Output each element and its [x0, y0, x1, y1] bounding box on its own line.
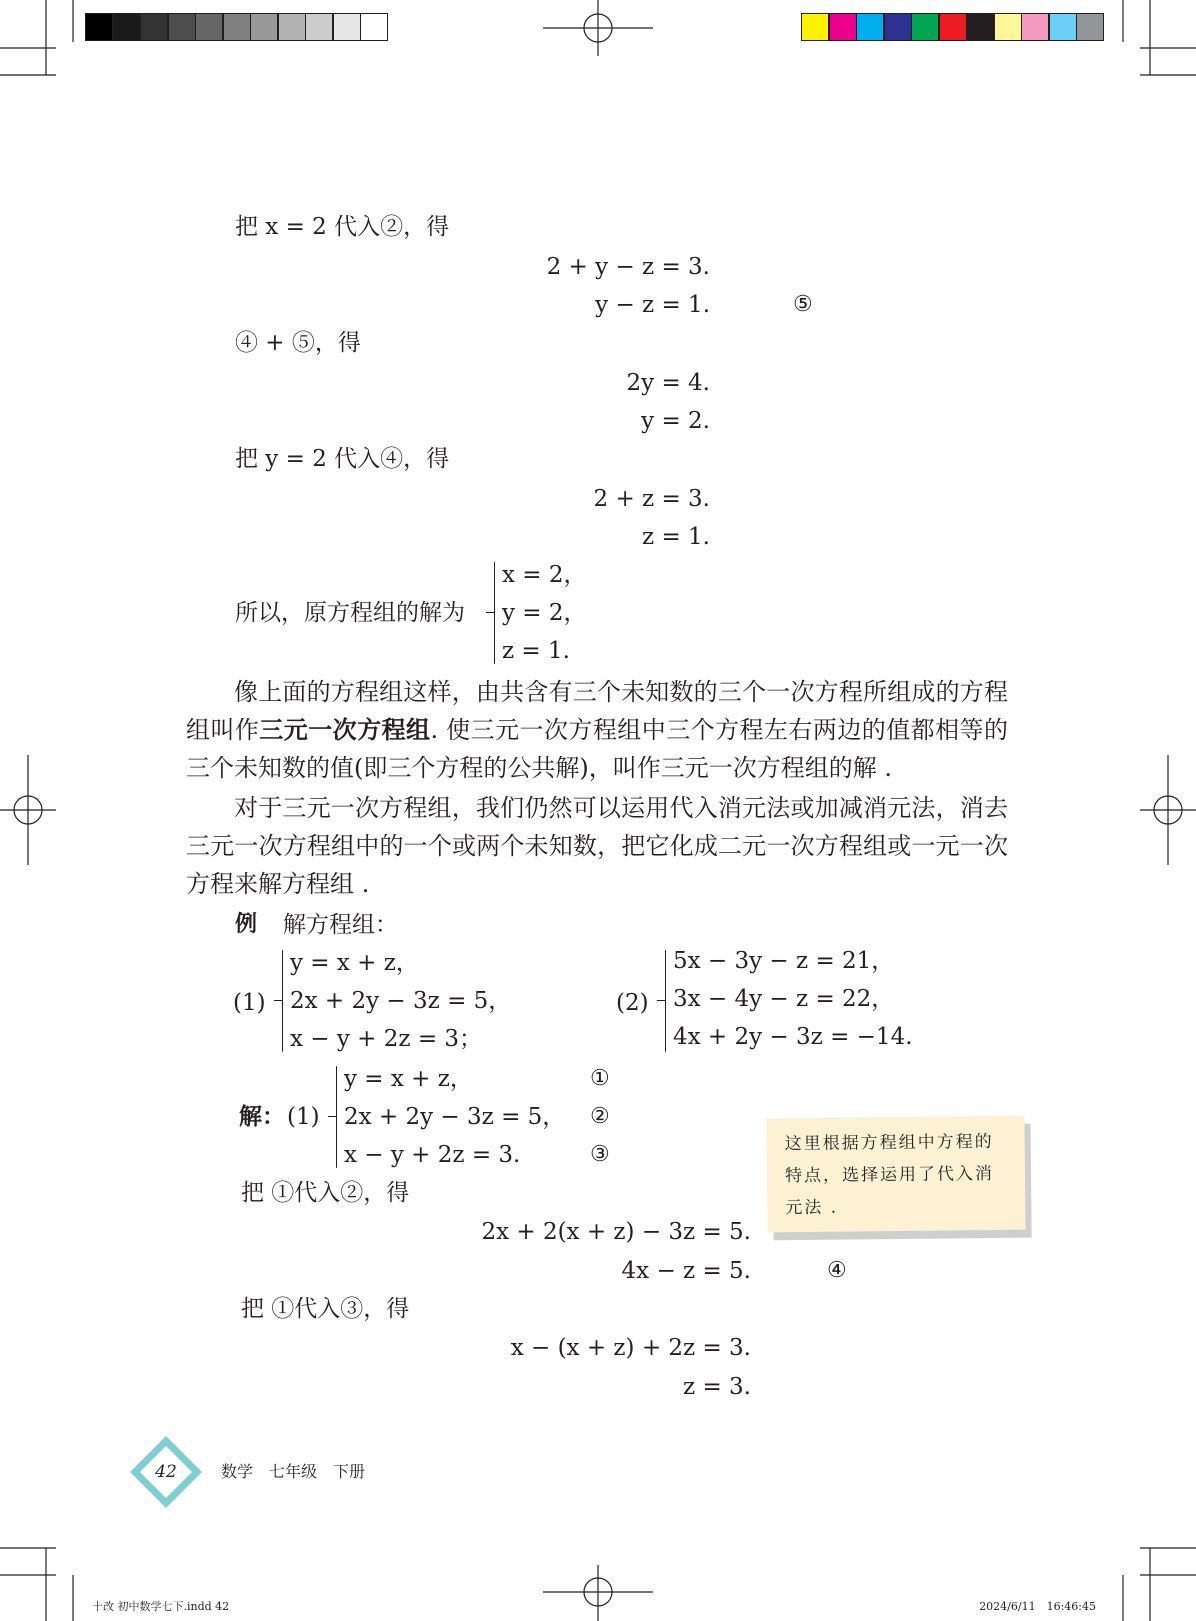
marker-2: ② [590, 1104, 610, 1129]
solution-x: x = 2， [502, 562, 587, 588]
answer-eq2: 2x + 2y − 3z = 5， [344, 1104, 566, 1130]
example-title: 解方程组： [283, 912, 398, 938]
book-title: 数学 七年级 下册 [221, 1462, 366, 1481]
system-2-eq2: 3x − 4y − z = 22， [673, 986, 895, 1012]
side-note: 这里根据方程组中方程的特点，选择运用了代入消元法 . [766, 1116, 1025, 1233]
definition-text-a: 像上面的方程组这样，由共含有三个未知数的三个一次方程所组成的方程组叫作 [186, 678, 1008, 744]
solution-label: 所以，原方程组的解为 [235, 600, 465, 626]
system-2-label: (2) [616, 990, 649, 1016]
page-number: 42 [155, 1462, 177, 1482]
method-paragraph: 对于三元一次方程组，我们仍然可以运用代入消元法或加减消元法，消去三元一次方程组中的一个或两个未知数，把它化成二元一次方程组或一元一次方程来解方程组 . [186, 794, 1008, 898]
line-substitute-1-into-2: 把 ①代入②，得 [241, 1180, 410, 1206]
equation-1: 2 + y − z = 3. [546, 254, 710, 280]
defined-term: 三元一次方程组 [259, 716, 431, 744]
solution-y: y = 2， [502, 600, 587, 626]
answer-eq3: x − y + 2z = 3. [344, 1142, 521, 1168]
system-1-label: (1) [233, 990, 266, 1016]
system-1-eq2: 2x + 2y − 3z = 5， [290, 988, 512, 1014]
line-substitute-1-into-3: 把 ①代入③，得 [241, 1296, 410, 1322]
marker-3: ③ [590, 1142, 610, 1167]
solution-z: z = 1. [502, 638, 570, 664]
line-substitute-y: 把 y = 2 代入④，得 [235, 446, 450, 472]
line-add-4-5: ④ + ⑤，得 [235, 330, 361, 356]
answer-brace [336, 1066, 337, 1168]
equation-9: x − (x + z) + 2z = 3. [510, 1335, 751, 1361]
example-label: 例 [235, 912, 258, 937]
marker-1: ① [590, 1066, 610, 1091]
definition-text-b: . 使三元一次方程组中三个方程左右两边的值都相等的三个未知数的值(即三个方程的公共解)，叫作三元一次方程组的解 . [186, 716, 1008, 782]
equation-6: z = 1. [642, 524, 710, 550]
system-1-eq1: y = x + z， [290, 950, 419, 976]
system-1-eq3: x − y + 2z = 3； [290, 1026, 483, 1052]
system-2-brace [665, 950, 666, 1052]
slug-timestamp: 2024/6/11 16:46:45 [979, 1600, 1096, 1613]
line-substitute-x: 把 x = 2 代入②，得 [235, 214, 450, 240]
system-2-eq3: 4x + 2y − 3z = −14. [673, 1024, 913, 1050]
equation-3: 2y = 4. [626, 370, 710, 396]
answer-sub-label: (1) [287, 1104, 320, 1130]
solution-brace [494, 562, 495, 664]
equation-2: y − z = 1. [595, 292, 710, 318]
equation-4: y = 2. [641, 408, 710, 434]
equation-7: 2x + 2(x + z) − 3z = 5. [481, 1219, 751, 1245]
definition-paragraph [186, 673, 1008, 787]
answer-eq1: y = x + z， [344, 1066, 473, 1092]
slug-file: 十改 初中数学七下.indd 42 [92, 1600, 230, 1613]
equation-5: 2 + z = 3. [593, 486, 710, 512]
system-2-eq1: 5x − 3y − z = 21， [673, 948, 895, 974]
answer-label: 解： [239, 1104, 285, 1130]
marker-5: ⑤ [793, 292, 813, 317]
system-1-brace [282, 950, 283, 1052]
marker-4: ④ [827, 1258, 847, 1283]
equation-8: 4x − z = 5. [621, 1258, 751, 1284]
equation-10: z = 3. [683, 1374, 751, 1400]
